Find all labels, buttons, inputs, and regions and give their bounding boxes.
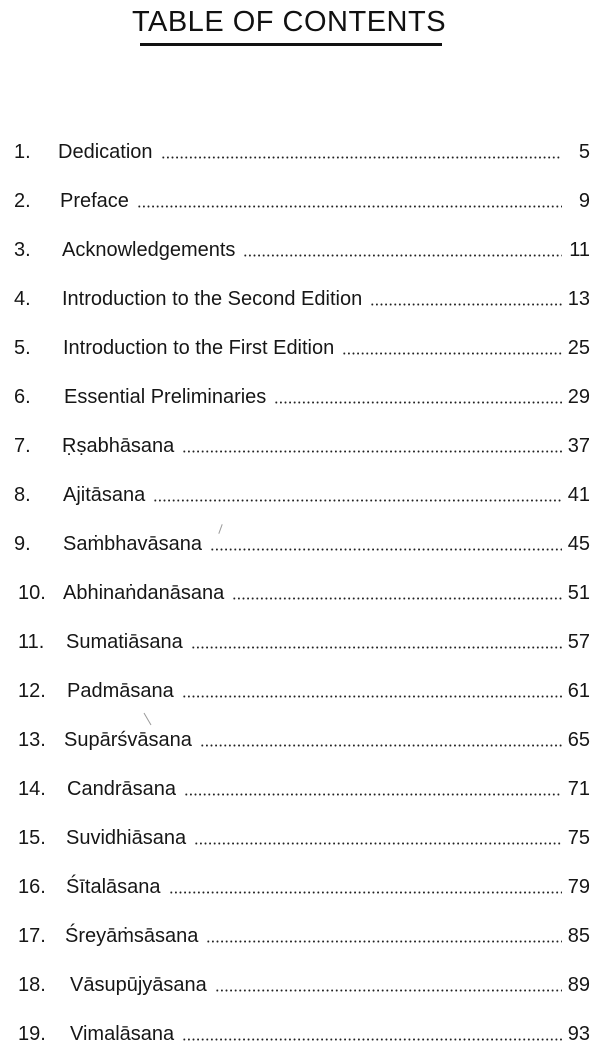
toc-entry-title: Acknowledgements [62,239,236,261]
toc-entry-body [67,778,590,801]
toc-entry-body [66,876,590,899]
toc-entry-page-number: 45 [567,533,590,555]
toc-entry[interactable] [0,716,600,765]
toc-entry-number: 13. [18,729,46,751]
toc-entry-page-number: 65 [567,729,590,751]
toc-entry-page-number: 13 [567,288,590,310]
dot-leader [370,303,562,306]
toc-entry-page-number: 29 [567,386,590,408]
toc-entry-body [66,631,590,654]
dot-leader [232,597,561,600]
dot-leader [342,352,562,355]
toc-entry-title: Śītalāsana [66,876,161,898]
dot-leader [182,1038,562,1041]
toc-entry-number: 8. [14,484,31,506]
toc-entry-page-number: 79 [567,876,590,898]
toc-entry-title: Supārśvāsana [64,729,192,751]
toc-entry-body [62,239,590,262]
toc-entry-number: 10. [18,582,46,604]
toc-entry[interactable] [0,618,600,667]
toc-entry-body [58,141,590,164]
toc-entry-number: 19. [18,1023,46,1045]
toc-entry-body [63,484,590,507]
toc-entry-page-number: 41 [567,484,590,506]
toc-entry-page-number: 11 [569,239,590,261]
toc-entry-page-number: 93 [567,1023,590,1045]
toc-entry-number: 18. [18,974,46,996]
dot-leader [182,695,562,698]
toc-entry-title: Ṛṣabhāsana [62,435,175,457]
toc-entry-number: 11. [18,631,45,653]
toc-entry-body [70,1023,590,1046]
toc-entry-body [64,386,590,409]
dot-leader [215,989,562,992]
toc-entry[interactable] [0,275,600,324]
dot-leader [274,401,561,404]
dot-leader [206,940,561,943]
toc-entry-number: 6. [14,386,31,408]
toc-entry-title: Essential Preliminaries [64,386,267,408]
toc-entry-number: 9. [14,533,31,555]
toc-entry-body [70,974,590,997]
toc-entry-title: Vimalāsana [70,1023,175,1045]
dot-leader [169,891,562,894]
toc-entry-number: 7. [14,435,31,457]
toc-entry-page-number: 5 [578,141,590,163]
toc-entry[interactable] [0,177,600,226]
toc-entry-body [64,729,590,752]
dot-leader [200,744,562,747]
toc-entry[interactable] [0,569,600,618]
dot-leader [184,793,562,796]
toc-entry[interactable] [0,765,600,814]
toc-entry-title: Padmāsana [67,680,174,702]
toc-entry-number: 4. [14,288,31,310]
toc-entry-page-number: 57 [567,631,590,653]
toc-entry-page-number: 71 [567,778,590,800]
toc-entry-body [60,190,590,213]
toc-entry[interactable] [0,814,600,863]
toc-entry-page-number: 75 [567,827,590,849]
toc-entry-title: Preface [60,190,129,212]
toc-entry-title: Candrāsana [67,778,176,800]
dot-leader [153,499,561,502]
toc-list [0,128,600,1059]
toc-entry-number: 5. [14,337,31,359]
toc-entry[interactable] [0,471,600,520]
toc-entry-title: Sumatiāsana [66,631,183,653]
toc-entry[interactable] [0,422,600,471]
toc-entry[interactable] [0,324,600,373]
toc-entry-number: 16. [18,876,46,898]
dot-leader [137,205,562,208]
dot-leader [210,548,562,551]
title-underline [140,43,442,46]
toc-entry-title: Ajitāsana [63,484,146,506]
toc-entry-title: Dedication [58,141,153,163]
toc-entry-body [67,680,590,703]
toc-entry-number: 15. [18,827,46,849]
toc-entry[interactable] [0,912,600,961]
toc-entry-page-number: 85 [567,925,590,947]
toc-entry[interactable] [0,520,600,569]
toc-entry[interactable] [0,373,600,422]
toc-entry-page-number: 9 [578,190,590,212]
toc-entry-title: Vāsupūjyāsana [70,974,207,996]
toc-entry-body [65,925,590,948]
dot-leader [243,254,562,257]
toc-entry-body [66,827,590,850]
toc-entry-body [63,582,590,605]
toc-entry[interactable] [0,863,600,912]
page-title: TABLE OF CONTENTS [131,6,447,38]
toc-entry-number: 14. [18,778,46,800]
toc-entry-title: Abhinaṅdanāsana [63,582,225,604]
toc-entry-page-number: 51 [567,582,590,604]
toc-entry-title: Suvidhiāsana [66,827,187,849]
toc-entry-number: 12. [18,680,46,702]
toc-entry-page-number: 37 [567,435,590,457]
toc-entry-page-number: 89 [567,974,590,996]
toc-entry[interactable] [0,1010,600,1059]
dot-leader [182,450,561,453]
toc-entry[interactable] [0,128,600,177]
dot-leader [191,646,562,649]
toc-entry-body [62,435,590,458]
dot-leader [161,156,562,159]
toc-entry-title: Introduction to the Second Edition [62,288,363,310]
dot-leader [194,842,562,845]
toc-entry-body [62,288,590,311]
toc-entry-number: 2. [14,190,31,212]
toc-entry[interactable] [0,226,600,275]
toc-entry-number: 3. [14,239,31,261]
toc-entry-number: 1. [14,141,31,163]
toc-entry-title: Śreyāṁsāsana [65,925,199,947]
toc-entry-number: 17. [18,925,46,947]
toc-entry-body [63,533,590,556]
toc-entry-page-number: 25 [567,337,590,359]
toc-entry-page-number: 61 [567,680,590,702]
toc-entry[interactable] [0,961,600,1010]
toc-entry-title: Saṁbhavāsana [63,533,202,555]
toc-entry-body [63,337,590,360]
toc-entry[interactable] [0,667,600,716]
toc-entry-title: Introduction to the First Edition [63,337,335,359]
